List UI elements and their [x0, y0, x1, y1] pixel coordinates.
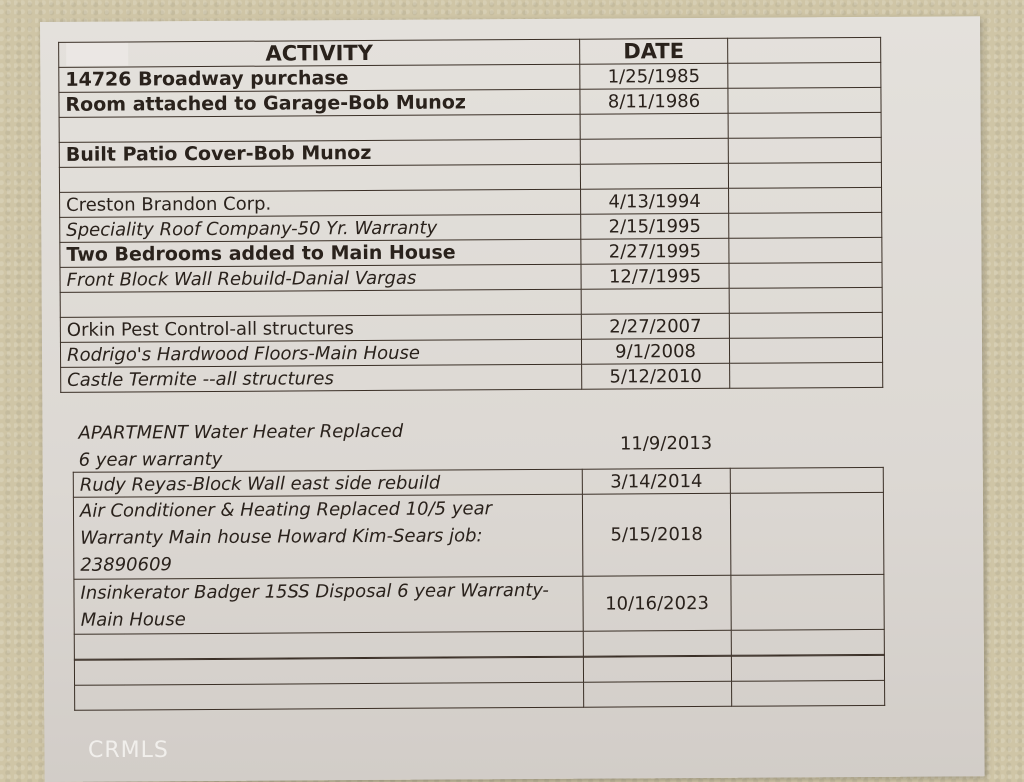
extra-header: [728, 37, 881, 63]
date-cell: 4/13/1994: [581, 188, 729, 214]
activity-line: 6 year warranty: [78, 448, 223, 471]
activity-cell: 14726 Broadway purchase: [59, 64, 580, 92]
date-cell: 2/15/1995: [581, 213, 729, 239]
date-cell: 2/27/2007: [581, 313, 729, 339]
blank-cell: [75, 682, 584, 710]
blank-cell: [729, 187, 882, 213]
date-cell: [580, 138, 728, 164]
date-cell: 10/16/2023: [583, 575, 731, 631]
table-row: [75, 680, 885, 710]
activity-cell: [59, 164, 580, 192]
blank-cell: [583, 656, 731, 682]
activity-cell: Speciality Roof Company-50 Yr. Warranty: [60, 214, 581, 242]
blank-cell: [584, 681, 732, 707]
blank-cell: [729, 337, 882, 363]
blank-cell: [728, 137, 881, 163]
activity-cell: Rudy Reyas-Block Wall east side rebuild: [73, 469, 582, 497]
activity-cell: Two Bedrooms added to Main House: [60, 239, 581, 267]
date-cell: [580, 113, 728, 139]
blank-cell: [730, 492, 883, 575]
blank-cell: [728, 62, 881, 88]
activity-header: ACTIVITY: [59, 39, 580, 67]
blank-cell: [732, 680, 885, 706]
date-cell: 12/7/1995: [581, 263, 729, 289]
blank-cell: [731, 574, 884, 630]
activity-cell: Air Conditioner & Heating Replaced 10/5 year Warranty Main house Howard Kim-Sears job: 23890609: [73, 494, 582, 579]
blank-cell: [728, 112, 881, 138]
blank-cell: [728, 162, 881, 188]
lower-activity-table: [73, 467, 885, 660]
blank-cell: [728, 87, 881, 113]
activity-cell: [74, 631, 583, 659]
blank-cell: [74, 657, 583, 685]
activity-line: APARTMENT Water Heater Replaced: [78, 420, 404, 444]
date-cell: 11/9/2013: [619, 432, 713, 454]
blank-cell: [729, 287, 882, 313]
blank-cell: [730, 467, 883, 493]
table-row: [74, 574, 884, 634]
blank-cell: [729, 312, 882, 338]
activity-cell: [59, 114, 580, 142]
date-cell: 1/25/1985: [580, 63, 728, 89]
activity-table: [58, 37, 883, 393]
activity-cell: [72, 417, 592, 474]
crmls-watermark: CRMLS: [88, 738, 169, 763]
blank-cell: [729, 237, 882, 263]
date-cell: [583, 630, 731, 656]
activity-cell: Orkin Pest Control-all structures: [60, 314, 581, 342]
activity-cell: Creston Brandon Corp.: [60, 189, 581, 217]
activity-cell: Castle Termite --all structures: [61, 364, 582, 392]
activity-cell: Rodrigo's Hardwood Floors-Main House: [60, 339, 581, 367]
date-cell: [581, 288, 729, 314]
unboxed-entry: [72, 416, 739, 474]
blank-cell: [729, 262, 882, 288]
date-header: DATE: [580, 38, 728, 64]
activity-cell: Built Patio Cover-Bob Munoz: [59, 139, 580, 167]
posted-paper-sheet: [40, 16, 985, 782]
date-cell: 8/11/1986: [580, 88, 728, 114]
date-cell: 5/15/2018: [582, 493, 730, 576]
table-row: [61, 362, 883, 392]
date-cell: 3/14/2014: [582, 468, 730, 494]
blank-cell: [730, 362, 883, 388]
activity-cell: Insinkerator Badger 15SS Disposal 6 year Warranty-Main House: [74, 576, 583, 634]
date-cell: 2/27/1995: [581, 238, 729, 264]
date-cell: [580, 163, 728, 189]
table-row: [73, 492, 883, 579]
blank-cell: [731, 629, 884, 655]
activity-cell: Room attached to Garage-Bob Munoz: [59, 89, 580, 117]
blank-table: [74, 655, 885, 711]
date-cell: 9/1/2008: [581, 338, 729, 364]
activity-cell: Front Block Wall Rebuild-Danial Vargas: [60, 264, 581, 292]
activity-cell: [60, 289, 581, 317]
blank-cell: [729, 212, 882, 238]
blank-cell: [731, 655, 884, 681]
date-cell: 5/12/2010: [582, 363, 730, 389]
